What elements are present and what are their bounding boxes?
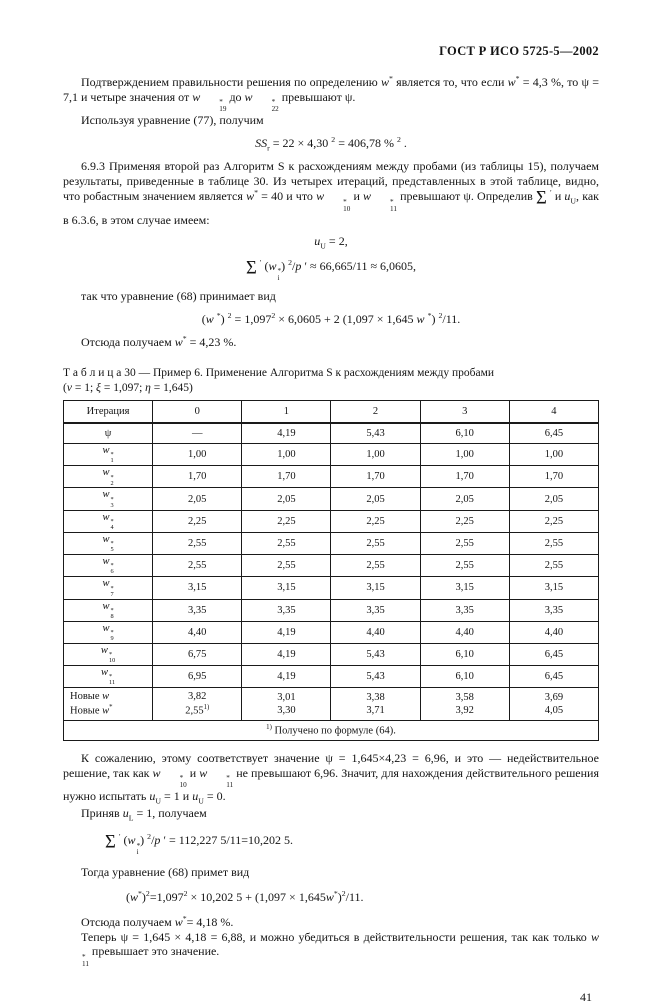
table-30-body: [64, 423, 599, 741]
value-cell: 2,55: [509, 555, 598, 577]
value-cell: 1,00: [153, 444, 242, 466]
value-cell: 1,00: [242, 444, 331, 466]
table-row: [64, 444, 599, 466]
row-label-cell: Новые w Новые w*: [64, 688, 153, 721]
table-row: [64, 532, 599, 554]
paragraph-invalid-solution: К сожалению, этому соответствует значение ψ = 1,645×4,23 = 6,96, и это — недействительное решение, так как w * 10 и w * 11 не превышают 6,96. Значит, для нахождения действительного решения нужно испытать $u_U = 1$ и $u_U = 0$.: [63, 751, 599, 806]
value-cell: 4,19: [242, 621, 331, 643]
value-cell: 3,01 3,30: [242, 688, 331, 721]
paragraph-taking-ul: Приняв $u_L = 1$, получаем: [81, 806, 207, 823]
value-cell: 6,10: [420, 643, 509, 665]
table-header-cell: 3: [420, 401, 509, 424]
row-label-cell: ψ: [64, 423, 153, 444]
value-cell: 6,45: [509, 666, 598, 688]
paragraph-result-423: Отсюда получаем w* = 4,23 %.: [81, 333, 237, 349]
table-header-cell: 4: [509, 401, 598, 424]
value-cell: —: [153, 423, 242, 444]
value-cell: 2,55: [242, 555, 331, 577]
document-header: ГОСТ Р ИСО 5725-5—2002: [439, 44, 599, 58]
table-row: [64, 599, 599, 621]
value-cell: 5,43: [331, 666, 420, 688]
value-cell: 3,58 3,92: [420, 688, 509, 721]
table-caption-line2: (ν = 1; ξ = 1,097; η = 1,645): [63, 381, 193, 394]
value-cell: 3,35: [509, 599, 598, 621]
row-label-cell: w * 7: [64, 577, 153, 599]
table-caption: [63, 366, 599, 395]
formula-sum-2: Σ ′ (w * i ) $^2$/p ′ = 112,227 5/11=10,202 5.: [105, 831, 294, 857]
value-cell: 5,43: [331, 423, 420, 444]
value-cell: 2,55: [509, 532, 598, 554]
paragraph-using-eq77: Используя уравнение (77), получим: [81, 113, 264, 128]
value-cell: 6,45: [509, 423, 598, 444]
value-cell: 1,70: [509, 466, 598, 488]
paragraph-conclusion: Теперь ψ = 1,645 × 4,18 = 6,88, и можно убедиться в действительности решения, так как только w * 11 превышает это значение.: [81, 929, 599, 968]
value-cell: 3,82 2,55$^{1)}$: [153, 688, 242, 721]
value-cell: 4,19: [242, 643, 331, 665]
row-label-cell: w * 2: [64, 466, 153, 488]
value-cell: 2,25: [420, 510, 509, 532]
value-cell: 4,40: [331, 621, 420, 643]
value-cell: 4,40: [153, 621, 242, 643]
value-cell: 3,35: [153, 599, 242, 621]
value-cell: 2,55: [153, 532, 242, 554]
paragraph-6-9-3: 6.9.3 Применяя второй раз Алгоритм S к расхождениям между пробами (из таблицы 15), получаем результаты, приведенные в таблице 30. Из четырех итераций, представленных в этой таблице, видно, что робастным значением является w* = 40 и что w * 10 и w * 11 превышают ψ. Определив Σ ′ и $u_U$, как в 6.3.6, в этом случае имеем:: [63, 159, 599, 227]
table-row: [64, 555, 599, 577]
row-label-cell: w * 9: [64, 621, 153, 643]
value-cell: 3,15: [242, 577, 331, 599]
value-cell: 4,40: [420, 621, 509, 643]
value-cell: 2,55: [420, 555, 509, 577]
value-cell: 5,43: [331, 643, 420, 665]
value-cell: 1,70: [153, 466, 242, 488]
value-cell: 3,15: [509, 577, 598, 599]
table-row: [64, 488, 599, 510]
table-header-row: [64, 401, 599, 424]
value-cell: 3,15: [420, 577, 509, 599]
value-cell: 3,15: [331, 577, 420, 599]
value-cell: 3,38 3,71: [331, 688, 420, 721]
value-cell: 4,40: [509, 621, 598, 643]
row-label-cell: w * 5: [64, 532, 153, 554]
value-cell: 6,10: [420, 423, 509, 444]
paragraph-eq68-intro-2: Тогда уравнение (68) примет вид: [81, 865, 250, 880]
row-label-cell: w * 10: [64, 643, 153, 665]
formula-eq68-b: $(w^*)^2=1,097^2 \times 10,202$ $5 + (1,097 \times 1,645w^*)^2/11$.: [126, 888, 364, 904]
formula-eq68-a: (w *) $^2 = 1,097^2 \times 6,0605 + 2$ (1,097 × 1,645 w *) $^2$/11.: [201, 310, 461, 326]
value-cell: 2,25: [331, 510, 420, 532]
table-row: [64, 423, 599, 444]
value-cell: 2,05: [331, 488, 420, 510]
value-cell: 2,25: [509, 510, 598, 532]
row-label-cell: w * 3: [64, 488, 153, 510]
row-label-cell: w * 8: [64, 599, 153, 621]
value-cell: 2,25: [242, 510, 331, 532]
value-cell: 1,00: [331, 444, 420, 466]
value-cell: 1,00: [509, 444, 598, 466]
value-cell: 2,05: [153, 488, 242, 510]
paragraph-confirmation: Подтверждением правильности решения по определению w* является то, что если w* = 4,3 %, то ψ = 7,1 и четыре значения от w * 19 до w * 22 превышают ψ.: [63, 74, 599, 114]
value-cell: 1,70: [331, 466, 420, 488]
value-cell: 1,00: [420, 444, 509, 466]
table-row: [64, 466, 599, 488]
value-cell: 4,19: [242, 423, 331, 444]
formula-uu: $u_U = 2$,: [314, 234, 348, 251]
value-cell: 6,10: [420, 666, 509, 688]
table-row: [64, 666, 599, 688]
value-cell: 2,25: [153, 510, 242, 532]
table-header-cell: 0: [153, 401, 242, 424]
value-cell: 6,45: [509, 643, 598, 665]
value-cell: 4,19: [242, 666, 331, 688]
value-cell: 2,55: [331, 555, 420, 577]
table-30-header: [64, 401, 599, 424]
table-row: [64, 577, 599, 599]
row-label-cell: w * 6: [64, 555, 153, 577]
table-row: [64, 510, 599, 532]
row-label-cell: w * 1: [64, 444, 153, 466]
paragraph-result-418: Отсюда получаем w*= 4,18 %.: [81, 913, 234, 929]
table-footnote-row: [64, 721, 599, 741]
value-cell: 1,70: [242, 466, 331, 488]
value-cell: 2,05: [242, 488, 331, 510]
table-caption-line1: Т а б л и ц а 30 — Пример 6. Применение Алгоритма S к расхождениям между пробами: [63, 367, 495, 380]
value-cell: 2,05: [509, 488, 598, 510]
value-cell: 1,70: [420, 466, 509, 488]
paragraph-eq68-intro: так что уравнение (68) принимает вид: [81, 289, 276, 304]
table-footnote: $^{1)}$ Получено по формуле (64).: [64, 721, 599, 741]
table-row: [64, 621, 599, 643]
formula-sum-1: Σ ′ (w * i ) $^2$/p ′ ≈ 66,665/11 ≈ 6,0605,: [245, 257, 417, 283]
table-30: [63, 400, 599, 741]
formula-ssr: $SS_r = 22 \times 4,30$ $^2$ = 406,78 % $^2$ .: [255, 134, 407, 153]
value-cell: 3,35: [242, 599, 331, 621]
value-cell: 3,69 4,05: [509, 688, 598, 721]
table-header-cell: 2: [331, 401, 420, 424]
table-row-new-values: [64, 688, 599, 721]
value-cell: 3,35: [420, 599, 509, 621]
table-header-cell: Итерация: [64, 401, 153, 424]
value-cell: 6,95: [153, 666, 242, 688]
value-cell: 2,05: [420, 488, 509, 510]
value-cell: 6,75: [153, 643, 242, 665]
value-cell: 2,55: [153, 555, 242, 577]
value-cell: 3,15: [153, 577, 242, 599]
value-cell: 3,35: [331, 599, 420, 621]
row-label-cell: w * 11: [64, 666, 153, 688]
value-cell: 2,55: [331, 532, 420, 554]
page-number: 41: [580, 989, 592, 1004]
value-cell: 2,55: [420, 532, 509, 554]
table-header-cell: 1: [242, 401, 331, 424]
table-row: [64, 643, 599, 665]
row-label-cell: w * 4: [64, 510, 153, 532]
value-cell: 2,55: [242, 532, 331, 554]
